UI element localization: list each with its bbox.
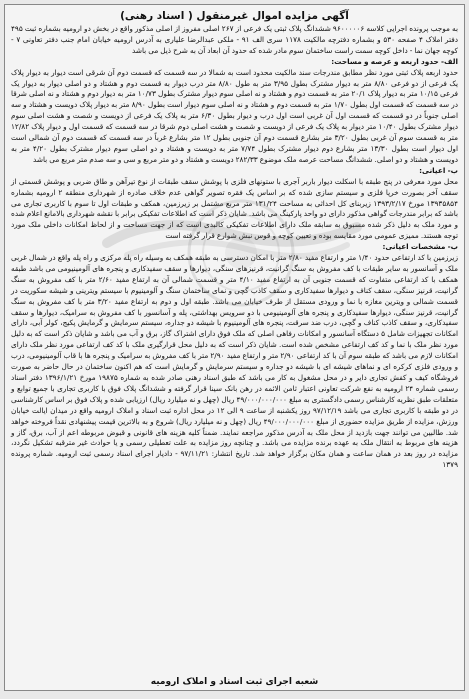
issuer-signature: شعبه اجرای ثبت اسناد و املاک ارومیه <box>150 677 319 687</box>
intro-paragraph: به موجب پرونده اجرایی کلاسه ۹۶۰۰۰۰۰۶ ششدانگ پلاک ثبتی یک فرعی از ۲۶۷ اصلی مفروز از اصلی مذکور واقع در بخش دو ارومیه بشماره ثبت ۴۹۵ دفتر املاک ۴ صفحه ۵۳۰ و بشماره دفترچه مالکیت ۱۱۷۸ سری الف ۹۱ - ملکی عبدالرضا علیاری به آدرس ارومیه خیابان امام جنب دفتر تعاونی ۷ - کوچه جهان نما - داخل کوچه سمت راست ساختمان سوم مادر شده که حدود آن ابعاد آن به شرح ذیل می باشد <box>11 24 459 55</box>
specs-paragraph: زیرزمین با کد ارتفاعی حدود ۱/۴۰ متر و ارتفاع مفید ۲/۸۰ متر با امکان دسترسی به طبقه همکف به وسیله راه پله مرکزی و راه پله واقع در شمال غربی ملک و آسانسور به سایر طبقات با کف مفروش به سنگ گرانیت، قرنیزهای سنگی، دیوارها و سقف سفیدکاری و پنجره های آلومینیومی می باشد طبقه همکف با کد ارتفاعی متفاوت که قسمت جنوبی آن به ارتفاع مفید ۴/۱۰ متر و قسمت شمالی آن به ارتفاع مفید ۲/۶۰ متر با کف مفروش به سنگ گرانیت، قرنیز سنگی، سقف کناف و دیوارها سفیدکاری و سقف کاذب گچی و نمای ساختمان سنگ و آلومینیوم با سیستم ویترینی و شیشه سکوریت در قسمت شمالی و ویترین مغازه با نما و ورودی مستقل از طرف خیابان می باشد. طبقه اول و دوم به ارتفاع مفید ۳/۲۰ متر با کف مفروش به سنگ گرانیت، قرنیز سنگی، دیوارها سفیدکاری و پنجره های آلومینیومی با دو سرویس بهداشتی، پله و آسانسور با کف مفروش به سرامیک، دیوارها و سقف سفیدکاری، و سقف کاذب کناف و گچی، درب ضد سرقت، پنجره های آلومینیوم با شیشه دو جداره، سیستم سرمایش و گرمایش پکیج، کولر آبی، دارای امکانات تجهیزات شامل ۵ دستگاه آسانسور و امکانات رفاهی اصلی که ملک فوق دارای اشتراک گاز، برق و آب می باشد و شایان ذکر است که به دلیل مورد نظر ملک با نما و کد کف ارتفاعی مشخص شده است. شایان ذکر است که به دلیل محل قرارگیری ملک با کد کف ارتفاعی مورد نظر ملک دارای امکانات لازم می باشد که طبقه سوم آن با کد ارتفاعی ۲/۹۰ متر و ارتفاع مفید ۲/۹۰ متر با کف مفروش به سرامیک و پنجره ها با قاب آلومینیومی، درب و ورودی فلزی کرکره ای و نماهای شیشه ای با شیشه دو جداره و سیستم سرمایش و گرمایش است که هم اکنون ساختمان در حال حاضر به صورت فروشگاه کیف و کفش تجاری دایر و در محل مشغول به کار می باشد که طبق اسناد رهنی صادر شده به شماره ۱۹۸۷۵ مورخ ۱۳۹۶/۱/۲۱ دفتر اسناد رسمی شماره ۲۴ ارومیه به نفع شرکت تعاونی اعتبار ثامن الائمه در رهن بانک سینا قرار گرفته و ششدانگ پلاک فوق با کاربری تجاری با جمیع توابع و متعلقات طبق نظریه کارشناس رسمی دادگستری به مبلغ ۴۹/۰۰۰/۰۰۰/۰۰۰ ریال (چهل و نه میلیارد ریال) ارزیابی شده و پلاک فوق بر اساس کارشناسی در دو طبقه با کاربری تجاری می باشد ۹۷/۱۲/۱۹ روز یکشنبه از ساعت ۹ الی ۱۲ در محل اداره ثبت اسناد و املاک ارومیه واقع در میدان ایالت خیابان ورزش، مزایده از طریق مزایده حضوری از مبلغ ۴۹/۰۰۰/۰۰۰/۰۰۰ ریال (چهل و نه میلیارد ریال) شروع و به بالاترین قیمت پیشنهادی نقداً فروخته خواهد شد. طالبین می توانند جهت بازدید از محل ملک به آدرس مذکور مراجعه نمایند. ضمناً کلیه هزینه های قانونی و قبوض مربوطه اعم از آب، برق، گاز و هزینه های مربوط به انتقال ملک به عهده برنده مزایده می باشد. و چنانچه روز مزایده به علت تعطیلی رسمی و یا حوادث غیر مترقبه تشکیل نگردد، مزایده در روز بعد در همان ساعت و همان مکان برگزار خواهد شد. تاریخ انتشار: ۹۷/۱۱/۲۱ - دادیار اجرای اسناد رسمی ثبت ارومیه. شماره پرونده ۱۳۷۹ <box>11 253 459 470</box>
section-heading-specs: ب- مشخصات اعیانی: <box>382 242 458 252</box>
notice-page <box>4 4 465 691</box>
notice-body <box>5 24 464 471</box>
section-heading-boundaries: الف- حدود اربعه و عرصه و مساحت: <box>331 56 458 66</box>
section-heading-building: ب- اعیانی: <box>419 165 458 175</box>
notice-title: آگهی مزایده اموال غیرمنقول ( اسناد رهنی) <box>120 10 349 22</box>
building-paragraph: محل مورد معرفی در پنج طبقه با اسکلت دیوار باربر آجری با ستونهای فلزی با پوشش سقف طبقات از نوع تیرآهن و طاق ضربی و پوشش قسمتی از سقف آخر بصورت خرپا فلزی و سیستم سازی شده که بر اساس یک فقره تصویر گواهی عدم خلاف صادره از شهرداری منطقه ۲ ارومیه بشماره ۱۳۹۳۵۸۵۴ مورخ ۱۳۹۳/۲/۱۷ زیربنای کل احداثی به مساحت ۱۳۱/۲۴ متر مربع مشتمل بر زیرزمین، همکف و طبقات اول تا سوم با کاربری تجاری می باشد که برابر مندرجات گواهی مذکور دارای دو واحد پارکینگ می باشد. شایان ذکر است که اطلاعات تفکیکی برابر با نقشه شهرداری بالامانع اعلام شده و مورد ملک به دلیل ذکر شده مسبوق به سابقه ملک دارای اطلاعات تفکیکی کالبدی است که از جهت مساحت و از لحاظ امکانات داخلی ملک مورد توجه هستند. ممیزی عمومی مورد مقایسه بوده و تعیین کوچه و قوس نبش شوارع قرار گرفته است <box>11 176 459 241</box>
boundaries-paragraph: حدود اربعه پلاک ثبتی مورد نظر مطابق مندرجات سند مالکیت محدود است به شمالا در سه قسمت که قسمت دوم آن شرقی است دیوار به دیوار پلاک یک فرعی از دو فرعی ۸/۸۰ متر به دیوار مشترک بطول ۳/۹۵ متر به طول ۸/۸۰ متر درب دیوار به قسمت دوم و هشتاد و دو اصلی دیوار به دیوار یک فرعی ۱۰/۱۵ متر به دیوار پلاک ۲۰/۱ متر به قسمت دوم و هشتاد و نه اصلی سوم دیوار مشترک بطول ۱۰/۷۳ متر به دیوار دوم و هشتاد و نه اصلی شرقا در سه قسمت که قسمت اول بطول ۱/۷۰ متر به قسمت دوم و هشتاد و نه اصلی سوم دیوار است بطول ۸/۹۰ متر به دیوار پلاک دویست و هشتاد و سه اصلی جنوباً در دو قسمت که قسمت اول آن غربی است اول درب و دیوار بطول ۶/۳۰ متر به پلاک یک فرعی از دویست و شصت و هشت اصلی سوم دیوار مشترک بطول ۱۰/۴۰ متر دیوار به پلاک یک فرعی از دویست و شصت و هشت اصلی دوم شرقا در سه قسمت که قسمت اول و دیوار پلاک ۱۲/۸۲ متر به قسمت سوم آن غربی بطول ۳/۲۰ متر بشارع قسمت دوم آن جنوبی بطول ۱۲ متر بشارع غرباً در سه قسمت که قسمت دوم آن شمالی است اول دیوار است بطول ۱۳/۳۰ متر بشارع دوم دیوار مشترک بطول ۷/۷۴ متر به دویست و هشتاد و دو اصلی سوم دیوار مشترک بطول ۴/۲۰ متر به دویست و هشتاد و دو اصلی. ششدانگ مساحت عرصه ملک موضوع ۲۸۲/۳۳ دویست و هشتاد و دو متر مربع و سی و سه صدم متر مربع می باشد <box>11 67 458 164</box>
